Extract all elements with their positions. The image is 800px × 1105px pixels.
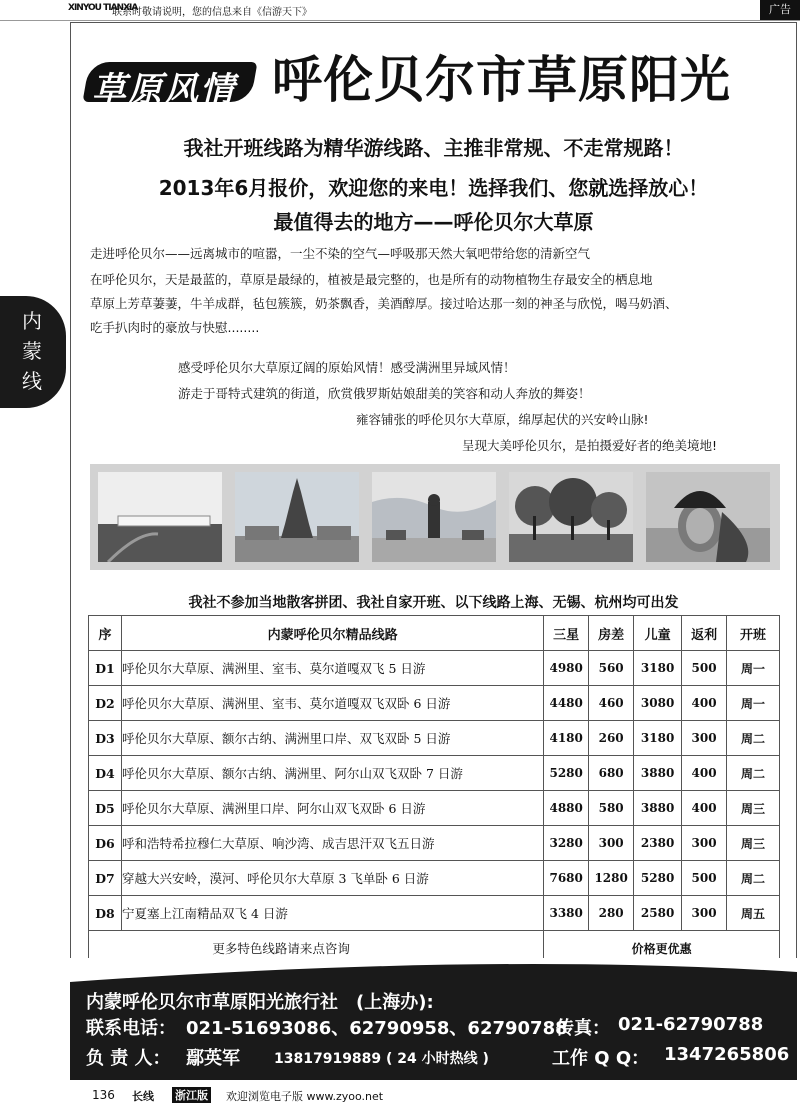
price-room-diff: 260 bbox=[589, 721, 634, 756]
subhead-1: 我社开班线路为精华游线路、主推非常规、不走常规路！ bbox=[183, 136, 684, 160]
departure-day: 周一 bbox=[727, 651, 780, 686]
rebate: 400 bbox=[682, 756, 727, 791]
price-star3: 5280 bbox=[544, 756, 589, 791]
photo-monument bbox=[372, 472, 496, 562]
intro-line: 在呼伦贝尔，天是最蓝的，草原是最绿的，植被是最完整的，也是所有的动物植物生存最安全的栖息地 bbox=[90, 272, 653, 287]
price-star3: 4480 bbox=[544, 686, 589, 721]
intro-line: 草原上芳草萋萋，牛羊成群，毡包簇簇，奶茶飘香，美酒醇厚。接过哈达那一刻的神圣与欣悦，喝马奶酒、 bbox=[90, 296, 678, 311]
brand-tag-text: 草原风情 bbox=[92, 70, 236, 110]
highlight-line: 感受呼伦贝尔大草原辽阔的原始风情！感受满洲里异域风情！ bbox=[178, 360, 516, 375]
header-route: 内蒙呼伦贝尔精品线路 bbox=[121, 616, 543, 651]
phone-numbers: 021-51693086、62790958、62790788 bbox=[186, 1018, 568, 1039]
price-room-diff: 300 bbox=[589, 826, 634, 861]
table-row bbox=[89, 686, 780, 721]
bottom-bar bbox=[0, 1086, 800, 1105]
intro-line: 走进呼伦贝尔——远离城市的喧嚣，一尘不染的空气—呼吸那天然大氧吧带给您的清新空气 bbox=[90, 246, 591, 261]
fax-label: 传真： bbox=[556, 1018, 610, 1039]
section-name: 长线 bbox=[132, 1090, 154, 1103]
price-room-diff: 580 bbox=[589, 791, 634, 826]
region-badge: 浙江版 bbox=[172, 1087, 211, 1103]
price-room-diff: 280 bbox=[589, 896, 634, 931]
subhead-2: 2013年6月报价，欢迎您的来电！选择我们、您就选择放心！ bbox=[158, 176, 709, 200]
price-star3: 7680 bbox=[544, 861, 589, 896]
photo-pagoda bbox=[235, 472, 359, 562]
photo-costumed-woman bbox=[646, 472, 770, 562]
route-name: 呼伦贝尔大草原、额尔古纳、满洲里口岸、双飞双卧 5 日游 bbox=[121, 721, 543, 756]
route-code: D3 bbox=[89, 721, 122, 756]
company-headline: 呼伦贝尔市草原阳光 bbox=[272, 51, 731, 109]
price-child: 5280 bbox=[634, 861, 682, 896]
highlight-line: 雍容铺张的呼伦贝尔大草原，绵厚起伏的兴安岭山脉! bbox=[356, 412, 649, 427]
contact-footer bbox=[70, 958, 797, 1080]
price-room-diff: 560 bbox=[589, 651, 634, 686]
top-notice: 联系时敬请说明，您的信息来自《信游天下》 bbox=[112, 7, 312, 18]
company-name: 内蒙呼伦贝尔市草原阳光旅行社 (上海办): bbox=[86, 992, 434, 1013]
price-child: 3180 bbox=[634, 651, 682, 686]
top-bar bbox=[0, 0, 800, 21]
qq-label: 工作 Q Q： bbox=[552, 1048, 650, 1069]
price-room-diff: 680 bbox=[589, 756, 634, 791]
photo-strip bbox=[90, 464, 780, 570]
departure-day: 周二 bbox=[727, 756, 780, 791]
route-name: 呼和浩特希拉穆仁大草原、响沙湾、成吉思汗双飞五日游 bbox=[121, 826, 543, 861]
price-star3: 4180 bbox=[544, 721, 589, 756]
price-child: 2380 bbox=[634, 826, 682, 861]
table-row bbox=[89, 896, 780, 931]
departure-day: 周五 bbox=[727, 896, 780, 931]
section-side-tab bbox=[0, 296, 66, 408]
route-code: D4 bbox=[89, 756, 122, 791]
rebate: 400 bbox=[682, 686, 727, 721]
footer-swoosh bbox=[70, 958, 797, 984]
price-star3: 4980 bbox=[544, 651, 589, 686]
better-price-note: 价格更优惠 bbox=[544, 931, 780, 966]
table-row bbox=[89, 861, 780, 896]
header-star3: 三星 bbox=[544, 616, 589, 651]
route-code: D1 bbox=[89, 651, 122, 686]
publisher-logo: XINYOU TIANXIA bbox=[68, 3, 138, 13]
intro-line: 吃手扒肉时的豪放与快慰........ bbox=[90, 320, 260, 335]
photo-forest bbox=[509, 472, 633, 562]
price-room-diff: 1280 bbox=[589, 861, 634, 896]
route-name: 呼伦贝尔大草原、满洲里、室韦、莫尔道嘎双飞 5 日游 bbox=[121, 651, 543, 686]
rebate: 500 bbox=[682, 651, 727, 686]
route-name: 呼伦贝尔大草原、满洲里口岸、阿尔山双飞双卧 6 日游 bbox=[121, 791, 543, 826]
price-star3: 3380 bbox=[544, 896, 589, 931]
route-code: D8 bbox=[89, 896, 122, 931]
rebate: 300 bbox=[682, 896, 727, 931]
offer-line: 我社不参加当地散客拼团、我社自家开班、以下线路上海、无锡、杭州均可出发 bbox=[188, 595, 679, 611]
side-tab-char: 蒙 bbox=[22, 339, 42, 363]
rebate: 400 bbox=[682, 791, 727, 826]
qq-number: 1347265806 bbox=[664, 1044, 790, 1065]
price-child: 3080 bbox=[634, 686, 682, 721]
departure-day: 周三 bbox=[727, 791, 780, 826]
header-departs: 开班 bbox=[727, 616, 780, 651]
departure-day: 周二 bbox=[727, 861, 780, 896]
photo-yurts bbox=[98, 472, 222, 562]
route-code: D6 bbox=[89, 826, 122, 861]
rebate: 300 bbox=[682, 721, 727, 756]
header-code: 序 bbox=[89, 616, 122, 651]
highlight-line: 呈现大美呼伦贝尔，是拍摄爱好者的绝美境地! bbox=[462, 438, 718, 453]
price-room-diff: 460 bbox=[589, 686, 634, 721]
table-row bbox=[89, 756, 780, 791]
route-name: 宁夏塞上江南精品双飞 4 日游 bbox=[121, 896, 543, 931]
departure-day: 周二 bbox=[727, 721, 780, 756]
departure-day: 周三 bbox=[727, 826, 780, 861]
manager-name: 鄢英军 bbox=[186, 1048, 240, 1069]
mobile-hotline: 13817919889 ( 24 小时热线 ) bbox=[274, 1051, 489, 1067]
header-rebate: 返利 bbox=[682, 616, 727, 651]
page-number: 136 bbox=[92, 1088, 115, 1102]
header-room-diff: 房差 bbox=[589, 616, 634, 651]
route-name: 呼伦贝尔大草原、额尔古纳、满洲里、阿尔山双飞双卧 7 日游 bbox=[121, 756, 543, 791]
table-header-row bbox=[89, 616, 780, 651]
table-row bbox=[89, 721, 780, 756]
phone-label: 联系电话： bbox=[86, 1018, 176, 1039]
side-tab-char: 内 bbox=[22, 309, 42, 333]
fax-number: 021-62790788 bbox=[618, 1014, 764, 1035]
rebate: 500 bbox=[682, 861, 727, 896]
highlight-line: 游走于哥特式建筑的街道，欣赏俄罗斯姑娘甜美的笑容和动人奔放的舞姿！ bbox=[178, 386, 591, 401]
price-child: 3180 bbox=[634, 721, 682, 756]
price-star3: 3280 bbox=[544, 826, 589, 861]
manager-label: 负 责 人： bbox=[86, 1048, 171, 1069]
slogan: 欢迎浏览电子版 www.zyoo.net bbox=[226, 1090, 384, 1103]
table-row bbox=[89, 651, 780, 686]
route-name: 穿越大兴安岭，漠河、呼伦贝尔大草原 3 飞单卧 6 日游 bbox=[121, 861, 543, 896]
table-row bbox=[89, 791, 780, 826]
route-code: D2 bbox=[89, 686, 122, 721]
subhead-3: 最值得去的地方——呼伦贝尔大草原 bbox=[273, 210, 594, 234]
more-routes-note: 更多特色线路请来点咨询 bbox=[89, 931, 544, 966]
route-code: D5 bbox=[89, 791, 122, 826]
header-child: 儿童 bbox=[634, 616, 682, 651]
rebate: 300 bbox=[682, 826, 727, 861]
departure-day: 周一 bbox=[727, 686, 780, 721]
price-child: 2580 bbox=[634, 896, 682, 931]
table-row bbox=[89, 826, 780, 861]
price-star3: 4880 bbox=[544, 791, 589, 826]
route-name: 呼伦贝尔大草原、满洲里、室韦、莫尔道嘎双飞双卧 6 日游 bbox=[121, 686, 543, 721]
price-child: 3880 bbox=[634, 756, 682, 791]
route-price-table bbox=[88, 615, 780, 966]
side-tab-char: 线 bbox=[22, 369, 42, 393]
route-code: D7 bbox=[89, 861, 122, 896]
price-child: 3880 bbox=[634, 791, 682, 826]
ad-label: 广告 bbox=[760, 0, 800, 20]
brand-tag bbox=[86, 56, 254, 110]
